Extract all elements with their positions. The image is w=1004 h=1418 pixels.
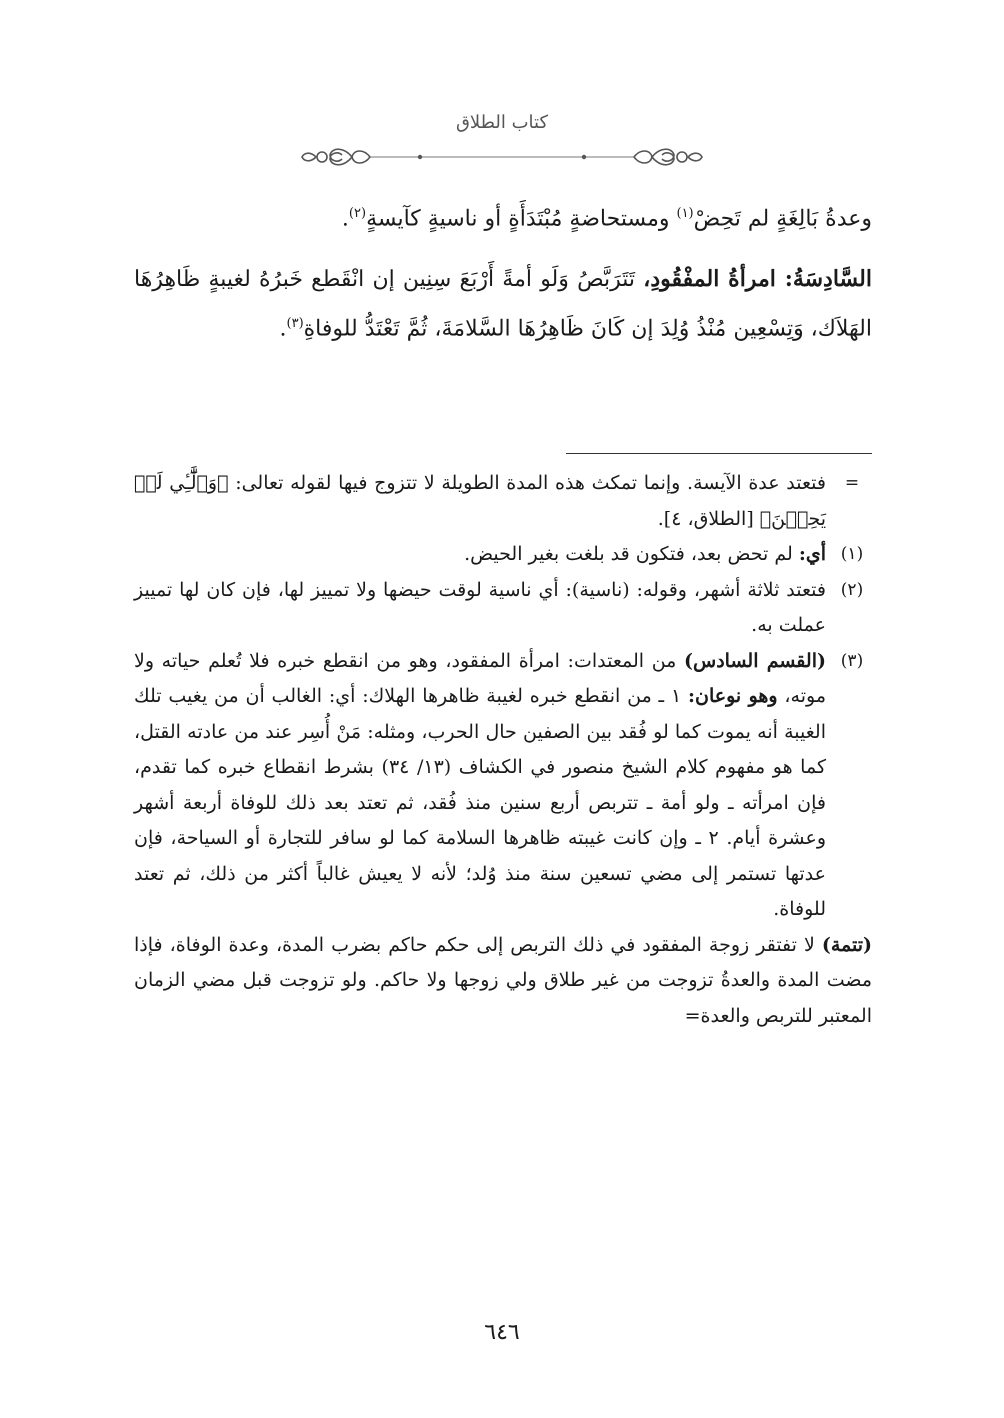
- footnote-mark: (٢): [840, 579, 864, 600]
- footnote-2: [134, 573, 872, 644]
- bold-text: أي:: [798, 543, 826, 565]
- text: لم تحض بعد، فتكون قد بلغت بغير الحيض.: [464, 543, 799, 565]
- main-text: [134, 192, 872, 352]
- footnote-3-addendum: [134, 928, 872, 1035]
- footnote-ref: (٢): [348, 206, 367, 221]
- text: فتعتد عدة الآيسة. وإنما تمكث هذه المدة الطويلة لا تتزوج فيها لقوله تعالى: ﴿وَٱلَّٰٓـِٔي لَمۡ يَحِضۡنَ﴾ [الطلاق، ٤].: [134, 472, 826, 530]
- text: وعدةُ بَالِغَةٍ لم تَحِضْ: [693, 206, 872, 232]
- footnote-ref: (١): [676, 206, 694, 221]
- text: لا تفتقر زوجة المفقود في ذلك التربص إلى حكم حاكم بضرب المدة، وعدة الوفاة، فإذا مضت المدة والعدةُ تزوجت من غير طلاق ولي زوجها ولا حاكم. ولو تزوجت قبل مضي الزمان المعتبر للتربص والعدة=: [134, 933, 872, 1027]
- footnote-mark: =: [844, 473, 860, 493]
- running-header: [300, 112, 704, 172]
- text: ١ ـ من انقطع خبره لغيبة ظاهرها الهلاك: أي: الغالب أن من يغيب تلك الغيبة أنه يموت كما لو فُقد بين الصفين حال الحرب، ومثله: مَنْ أُسِر عند من عادته القتل، كما هو مفهوم كلام الشيخ منصور في الكشاف (١٣/ ٣٤) بشرط انقطاع خبره كما تقدم، فإن امرأته ـ ولو أمة ـ تتربص أربع سنين منذ فُقد، ثم تعتد بعد ذلك للوفاة أربعة أشهر وعشرة أيام. ٢ ـ وإن كانت غيبته ظاهرها السلامة كما لو سافر للتجارة أو السياحة، فإن عدتها تستمر إلى مضي تسعين سنة منذ وُلد؛ لأنه لا يعيش غالباً أكثر من ذلك، ثم تعتد للوفاة.: [134, 685, 827, 920]
- footnote-3: [134, 644, 872, 928]
- header-title: كتاب الطلاق: [455, 112, 549, 133]
- footnote-1: [134, 537, 872, 573]
- footnote-continuation: [134, 466, 872, 537]
- text: من المعتدات: امرأة المفقود، وهو من انقطع خبره فلا تُعلم حياته ولا موته،: [134, 649, 826, 707]
- text: .: [341, 206, 349, 232]
- footnote-mark: (١): [840, 544, 864, 564]
- section-heading: السَّادِسَةُ: امرأةُ المفْقُودِ،: [643, 266, 872, 293]
- paragraph-2: [134, 257, 872, 351]
- footnote-divider: [566, 453, 872, 454]
- text: فتعتد ثلاثة أشهر، وقوله: (ناسية): أي ناسية لوقت حيضها ولا تمييز لها، فإن كان لها تمييز عملت به.: [134, 578, 826, 636]
- footnote-ref: (٣): [286, 316, 304, 332]
- footnote-mark: (٣): [840, 650, 864, 671]
- text: .: [279, 316, 287, 342]
- bold-text: (القسم السادس): [684, 649, 826, 672]
- footnotes: [134, 466, 872, 1034]
- text: ومستحاضةٍ مُبْتَدَأَةٍ أو ناسيةٍ كآيسةٍ: [366, 206, 677, 232]
- text: تَتَرَبَّصُ وَلَو أمةً أَرْبَعَ سِنِين إن انْقَطع خَبرُهُ لغيبةٍ ظَاهِرُهَا الهَلاَك، وَتِسْعِين مُنْذُ وُلِدَ إن كَانَ ظَاهِرُهَا السَّلامَةَ، ثُمَّ تَعْتَدُّ للوفاةِ: [134, 267, 872, 342]
- page-number: ٦٤٦: [484, 1320, 520, 1345]
- paragraph-1: [134, 192, 872, 241]
- bold-text: وهو نوعان:: [687, 685, 778, 707]
- ornament-divider-icon: [300, 142, 704, 172]
- bold-text: (تتمة): [821, 933, 872, 956]
